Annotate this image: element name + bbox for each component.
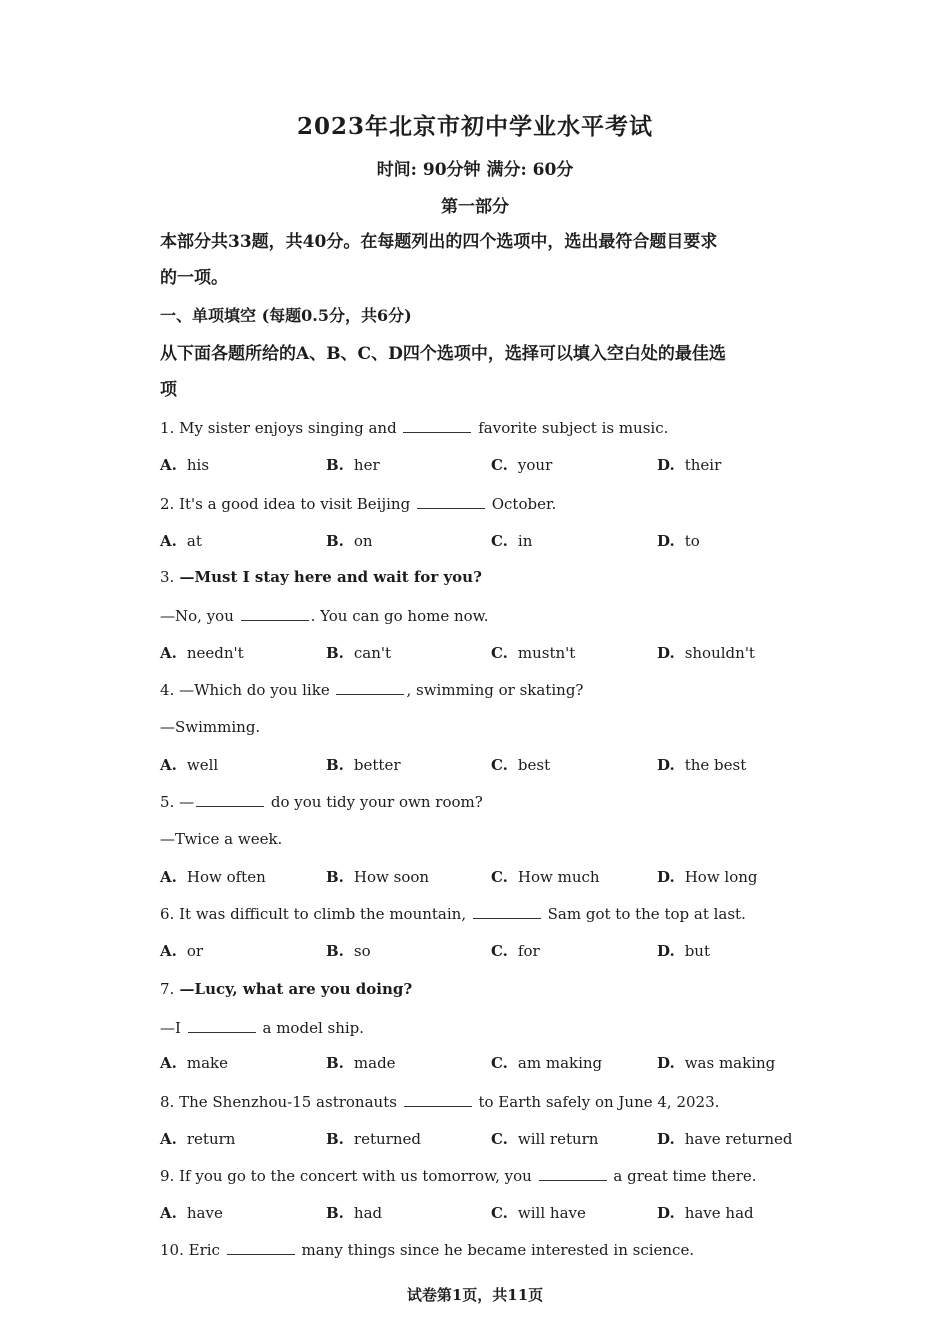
option-text: shouldn't [684, 644, 755, 662]
question-text: Sam got to the top at last. [547, 905, 746, 923]
intro-line-2: 的一项。 [160, 268, 228, 288]
question-text: It was difficult to climb the mountain, [179, 905, 467, 923]
option-letter: C. [491, 942, 508, 960]
question-4 [160, 680, 583, 699]
option-letter: C. [491, 532, 508, 550]
option-text: make [186, 1054, 229, 1072]
question-text: My sister enjoys singing and [179, 419, 397, 437]
option-a [160, 456, 209, 474]
option-letter: D. [657, 756, 675, 774]
option-text: return [186, 1130, 236, 1148]
option-c [491, 456, 552, 474]
intro-line-1: 本部分共33题，共40分。在每题列出的四个选项中，选出最符合题目要求 [160, 232, 718, 252]
option-letter: A. [160, 1130, 177, 1148]
option-d [657, 1204, 754, 1222]
option-letter: B. [326, 456, 344, 474]
option-b [326, 644, 391, 662]
option-a [160, 532, 202, 550]
option-d [657, 756, 746, 774]
question-text: a model ship. [262, 1019, 365, 1037]
page-title: 2023年北京市初中学业水平考试 [296, 113, 653, 140]
question-8 [160, 1092, 719, 1111]
question-3 [160, 568, 482, 586]
time-info: 时间: 90分钟 满分: 60分 [376, 160, 574, 180]
option-c [491, 644, 575, 662]
question-5-answer: —Twice a week. [160, 830, 283, 848]
question-text: —Lucy, what are you doing? [179, 980, 413, 998]
question-number: 7. [160, 980, 175, 998]
question-7-line-2 [160, 1018, 364, 1037]
question-text: , swimming or skating? [406, 681, 584, 699]
option-letter: D. [657, 456, 675, 474]
question-text: — [179, 793, 195, 811]
part-heading: 第一部分 [441, 197, 509, 217]
answer-blank [227, 1240, 295, 1255]
option-text: will return [517, 1130, 599, 1148]
option-letter: C. [491, 756, 508, 774]
question-text: The Shenzhou-15 astronauts [179, 1093, 397, 1111]
question-text: It's a good idea to visit Beijing [179, 495, 411, 513]
option-letter: A. [160, 942, 177, 960]
option-letter: B. [326, 644, 344, 662]
option-letter: A. [160, 644, 177, 662]
option-a [160, 868, 266, 886]
option-text: best [517, 756, 551, 774]
option-text: mustn't [517, 644, 576, 662]
option-c [491, 756, 550, 774]
option-a [160, 756, 218, 774]
answer-blank [241, 606, 309, 621]
option-text: but [684, 942, 710, 960]
option-text: for [517, 942, 540, 960]
option-text: at [186, 532, 202, 550]
option-letter: B. [326, 868, 344, 886]
question-number: 1. [160, 419, 175, 437]
option-letter: C. [491, 456, 508, 474]
option-c [491, 1054, 602, 1072]
section-instructions [160, 336, 800, 408]
answer-blank [539, 1166, 607, 1181]
question-text: —No, you [160, 607, 234, 625]
question-text: —Must I stay here and wait for you? [179, 568, 482, 586]
answer-blank [473, 904, 541, 919]
option-letter: A. [160, 756, 177, 774]
option-c [491, 532, 532, 550]
option-a [160, 1130, 235, 1148]
option-c [491, 868, 600, 886]
question-number: 3. [160, 568, 175, 586]
option-letter: C. [491, 868, 508, 886]
option-letter: C. [491, 1054, 508, 1072]
answer-blank [196, 792, 264, 807]
option-text: the best [684, 756, 747, 774]
option-b [326, 1130, 421, 1148]
option-text: have returned [684, 1130, 793, 1148]
question-number: 2. [160, 495, 175, 513]
option-a [160, 942, 203, 960]
question-text: do you tidy your own room? [270, 793, 483, 811]
option-text: can't [353, 644, 392, 662]
option-letter: A. [160, 868, 177, 886]
question-7 [160, 980, 412, 998]
instruction-line-2: 项 [160, 380, 177, 400]
option-text: his [186, 456, 210, 474]
question-2 [160, 494, 556, 513]
section-title: 一、单项填空 (每题0.5分，共6分) [160, 306, 412, 325]
option-text: or [186, 942, 204, 960]
option-text: was making [684, 1054, 776, 1072]
question-text: . You can go home now. [310, 607, 489, 625]
question-4-answer: —Swimming. [160, 718, 261, 736]
option-text: her [353, 456, 380, 474]
option-letter: A. [160, 1054, 177, 1072]
option-c [491, 1130, 598, 1148]
option-b [326, 1054, 396, 1072]
question-number: 6. [160, 905, 175, 923]
option-text: have [186, 1204, 223, 1222]
question-5 [160, 792, 483, 811]
option-letter: B. [326, 1054, 344, 1072]
question-text: to Earth safely on June 4, 2023. [478, 1093, 720, 1111]
option-a [160, 1054, 228, 1072]
option-d [657, 456, 721, 474]
option-text: so [353, 942, 371, 960]
option-letter: A. [160, 456, 177, 474]
option-text: How much [517, 868, 600, 886]
option-letter: D. [657, 942, 675, 960]
answer-blank [417, 494, 485, 509]
option-letter: C. [491, 1130, 508, 1148]
answer-blank [404, 1092, 472, 1107]
question-1 [160, 418, 668, 437]
question-text: —Which do you like [179, 681, 330, 699]
question-number: 10. [160, 1241, 184, 1259]
option-d [657, 644, 755, 662]
question-10 [160, 1240, 694, 1259]
option-text: had [353, 1204, 383, 1222]
option-c [491, 942, 540, 960]
option-text: on [353, 532, 373, 550]
question-text: —I [160, 1019, 181, 1037]
option-letter: D. [657, 1204, 675, 1222]
option-text: needn't [186, 644, 244, 662]
question-number: 9. [160, 1167, 175, 1185]
option-letter: D. [657, 644, 675, 662]
option-text: am making [517, 1054, 603, 1072]
option-letter: B. [326, 1204, 344, 1222]
option-text: have had [684, 1204, 754, 1222]
option-text: How often [186, 868, 266, 886]
option-b [326, 1204, 382, 1222]
option-text: to [684, 532, 700, 550]
question-6 [160, 904, 746, 923]
option-d [657, 532, 700, 550]
option-text: their [684, 456, 722, 474]
option-text: How soon [353, 868, 430, 886]
question-number: 8. [160, 1093, 175, 1111]
option-a [160, 644, 244, 662]
option-b [326, 756, 401, 774]
option-a [160, 1204, 223, 1222]
option-text: made [353, 1054, 396, 1072]
option-d [657, 1130, 792, 1148]
answer-blank [403, 418, 471, 433]
option-b [326, 532, 373, 550]
option-letter: C. [491, 1204, 508, 1222]
answer-blank [188, 1018, 256, 1033]
question-9 [160, 1166, 757, 1185]
option-b [326, 942, 371, 960]
option-text: better [353, 756, 401, 774]
question-number: 4. [160, 681, 175, 699]
option-b [326, 456, 380, 474]
option-letter: D. [657, 868, 675, 886]
question-text: favorite subject is music. [478, 419, 669, 437]
instruction-line-1: 从下面各题所给的A、B、C、D四个选项中，选择可以填入空白处的最佳选 [160, 344, 726, 364]
option-d [657, 942, 710, 960]
option-letter: D. [657, 1130, 675, 1148]
option-letter: B. [326, 756, 344, 774]
option-text: returned [353, 1130, 421, 1148]
question-text: October. [491, 495, 557, 513]
option-letter: C. [491, 644, 508, 662]
page-footer: 试卷第1页，共11页 [406, 1286, 544, 1304]
option-letter: A. [160, 532, 177, 550]
option-d [657, 868, 758, 886]
option-text: in [517, 532, 533, 550]
option-text: How long [684, 868, 758, 886]
intro-paragraph [160, 224, 800, 296]
question-number: 5. [160, 793, 175, 811]
option-text: well [186, 756, 219, 774]
question-3-line-2 [160, 606, 489, 625]
option-c [491, 1204, 586, 1222]
question-text: many things since he became interested in science. [301, 1241, 695, 1259]
option-text: will have [517, 1204, 586, 1222]
option-letter: D. [657, 1054, 675, 1072]
option-letter: D. [657, 532, 675, 550]
option-b [326, 868, 429, 886]
option-d [657, 1054, 775, 1072]
option-letter: B. [326, 532, 344, 550]
question-text: If you go to the concert with us tomorrow, you [179, 1167, 532, 1185]
question-text: a great time there. [613, 1167, 757, 1185]
option-letter: B. [326, 1130, 344, 1148]
option-text: your [517, 456, 553, 474]
option-letter: A. [160, 1204, 177, 1222]
option-letter: B. [326, 942, 344, 960]
answer-blank [336, 680, 404, 695]
question-text: Eric [188, 1241, 220, 1259]
